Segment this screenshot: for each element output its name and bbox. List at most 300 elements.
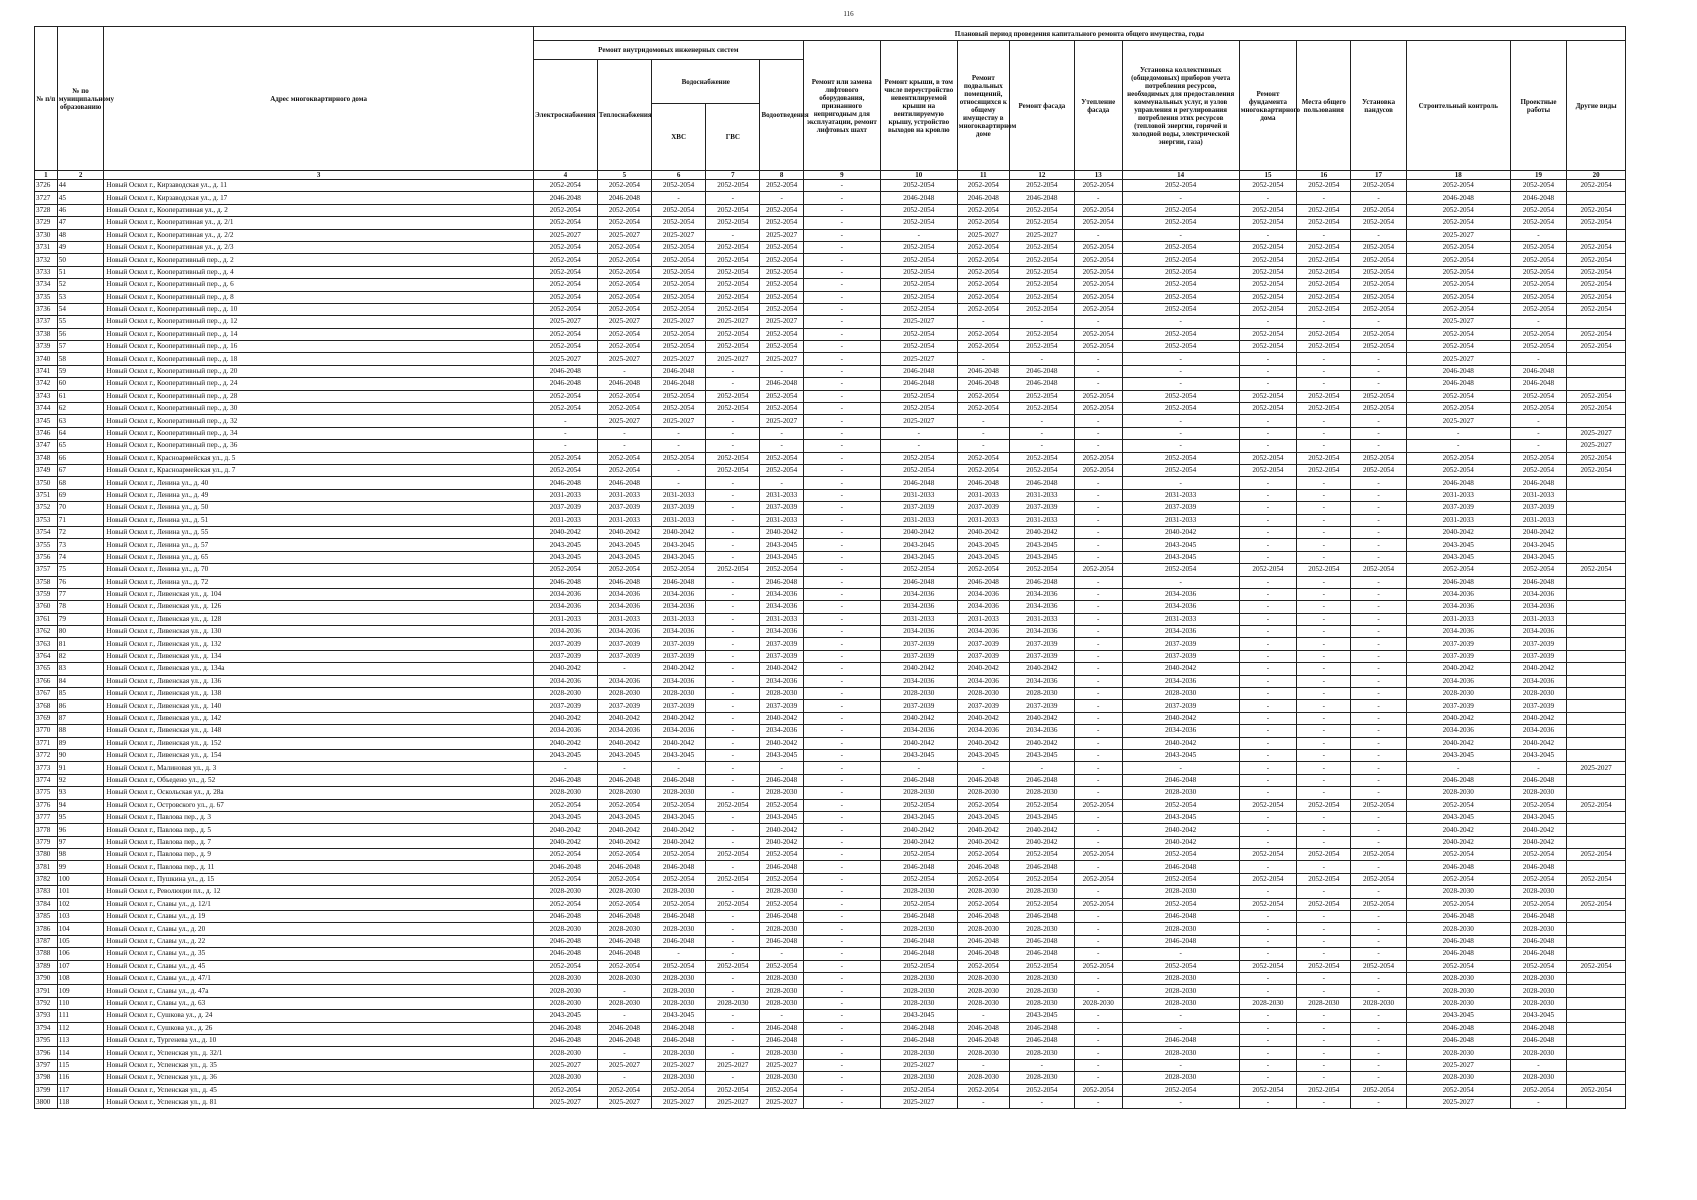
period-cell: 2052-2054 — [597, 266, 651, 278]
period-cell: 2052-2054 — [1239, 254, 1296, 266]
table-row — [35, 241, 1626, 253]
period-cell: 2052-2054 — [1074, 1084, 1122, 1096]
period-cell: - — [1074, 725, 1122, 737]
period-cell: - — [1239, 787, 1296, 799]
municipal-num-cell: 84 — [57, 675, 104, 687]
period-cell: 2046-2048 — [1009, 192, 1074, 204]
period-cell: - — [957, 353, 1009, 365]
period-cell: 2052-2054 — [706, 204, 760, 216]
period-cell: 2052-2054 — [652, 960, 706, 972]
period-cell: 2052-2054 — [880, 254, 957, 266]
period-cell: 2028-2030 — [957, 787, 1009, 799]
table-row — [35, 663, 1626, 675]
period-cell: - — [1122, 229, 1239, 241]
period-cell — [1567, 477, 1626, 489]
period-cell: 2052-2054 — [1074, 960, 1122, 972]
period-cell: - — [1074, 514, 1122, 526]
period-cell: - — [1297, 353, 1351, 365]
period-cell: 2052-2054 — [880, 266, 957, 278]
address-cell: Новый Оскол г., Ливенская ул., д. 140 — [104, 700, 533, 712]
row-id-cell: 3729 — [35, 217, 58, 229]
period-cell: 2034-2036 — [1009, 626, 1074, 638]
period-cell: 2052-2054 — [1351, 464, 1406, 476]
period-cell — [1567, 353, 1626, 365]
period-cell: 2034-2036 — [1009, 588, 1074, 600]
address-cell: Новый Оскол г., Кооперативный пер., д. 4 — [104, 266, 533, 278]
period-cell: 2028-2030 — [533, 688, 597, 700]
period-cell: 2052-2054 — [652, 873, 706, 885]
period-cell: - — [1074, 985, 1122, 997]
period-cell: - — [1074, 774, 1122, 786]
period-cell: - — [803, 725, 880, 737]
period-cell: 2046-2048 — [533, 1022, 597, 1034]
row-id-cell: 3735 — [35, 291, 58, 303]
period-cell: - — [1122, 948, 1239, 960]
period-cell: - — [1351, 1010, 1406, 1022]
period-cell: - — [706, 836, 760, 848]
period-cell: 2052-2054 — [706, 849, 760, 861]
period-cell: 2028-2030 — [880, 985, 957, 997]
table-row — [35, 192, 1626, 204]
period-cell: 2052-2054 — [1510, 403, 1566, 415]
table-row — [35, 973, 1626, 985]
address-cell: Новый Оскол г., Ливенская ул., д. 142 — [104, 712, 533, 724]
period-cell: 2040-2042 — [1009, 663, 1074, 675]
period-cell: 2037-2039 — [652, 502, 706, 514]
period-cell: 2040-2042 — [1122, 824, 1239, 836]
table-row — [35, 1059, 1626, 1071]
period-cell: - — [803, 303, 880, 315]
address-cell: Новый Оскол г., Славы ул., д. 22 — [104, 935, 533, 947]
period-cell: 2052-2054 — [1074, 204, 1122, 216]
period-cell: 2037-2039 — [880, 638, 957, 650]
period-cell: 2028-2030 — [1009, 1072, 1074, 1084]
period-cell: 2034-2036 — [1510, 601, 1566, 613]
period-cell: 2025-2027 — [597, 415, 651, 427]
period-cell — [1567, 316, 1626, 328]
period-cell: 2037-2039 — [1122, 638, 1239, 650]
period-cell: 2037-2039 — [1406, 700, 1510, 712]
row-id-cell: 3784 — [35, 898, 58, 910]
row-id-cell: 3754 — [35, 526, 58, 538]
period-cell: 2037-2039 — [533, 638, 597, 650]
period-cell: 2052-2054 — [533, 1084, 597, 1096]
period-cell: 2046-2048 — [597, 774, 651, 786]
period-cell: 2052-2054 — [652, 241, 706, 253]
period-cell: - — [1074, 427, 1122, 439]
municipal-num-cell: 69 — [57, 489, 104, 501]
period-cell: 2052-2054 — [1009, 960, 1074, 972]
period-cell: 2052-2054 — [1297, 254, 1351, 266]
period-cell: - — [706, 626, 760, 638]
period-cell: - — [1122, 576, 1239, 588]
period-cell: 2046-2048 — [597, 576, 651, 588]
period-cell: - — [1351, 601, 1406, 613]
period-cell: - — [803, 824, 880, 836]
table-row — [35, 873, 1626, 885]
period-cell: 2052-2054 — [1009, 799, 1074, 811]
municipal-num-cell: 109 — [57, 985, 104, 997]
row-id-cell: 3734 — [35, 279, 58, 291]
period-cell: 2052-2054 — [533, 303, 597, 315]
period-cell: 2025-2027 — [652, 1096, 706, 1108]
period-cell: - — [706, 650, 760, 662]
period-cell — [1567, 613, 1626, 625]
period-cell: 2052-2054 — [760, 279, 803, 291]
period-cell: 2034-2036 — [760, 675, 803, 687]
period-cell: 2052-2054 — [1406, 279, 1510, 291]
header-other: Другие виды — [1567, 41, 1626, 171]
period-cell: 2052-2054 — [597, 960, 651, 972]
period-cell: - — [706, 811, 760, 823]
period-cell: 2043-2045 — [652, 551, 706, 563]
period-cell: 2052-2054 — [957, 254, 1009, 266]
period-cell: - — [597, 762, 651, 774]
period-cell: 2046-2048 — [957, 1022, 1009, 1034]
period-cell: 2037-2039 — [1510, 638, 1566, 650]
column-number-cell: 11 — [957, 171, 1009, 180]
period-cell: 2046-2048 — [533, 192, 597, 204]
row-id-cell: 3763 — [35, 638, 58, 650]
period-cell: 2052-2054 — [1074, 303, 1122, 315]
municipal-num-cell: 92 — [57, 774, 104, 786]
column-number-cell: 8 — [760, 171, 803, 180]
period-cell: - — [706, 601, 760, 613]
table-row — [35, 514, 1626, 526]
period-cell: - — [760, 477, 803, 489]
address-cell: Новый Оскол г., Павлова пер., д. 7 — [104, 836, 533, 848]
period-cell: - — [1297, 427, 1351, 439]
period-cell: - — [706, 911, 760, 923]
period-cell: - — [803, 638, 880, 650]
period-cell: 2025-2027 — [880, 1096, 957, 1108]
period-cell: 2037-2039 — [760, 650, 803, 662]
period-cell: 2028-2030 — [597, 688, 651, 700]
period-cell: 2031-2033 — [760, 514, 803, 526]
capital-repair-table — [34, 26, 1626, 1109]
period-cell: - — [1122, 192, 1239, 204]
period-cell: 2052-2054 — [597, 204, 651, 216]
municipal-num-cell: 96 — [57, 824, 104, 836]
period-cell: - — [1074, 229, 1122, 241]
period-cell: 2028-2030 — [1122, 688, 1239, 700]
period-cell: 2052-2054 — [1074, 873, 1122, 885]
period-cell: 2028-2030 — [957, 973, 1009, 985]
period-cell: - — [803, 923, 880, 935]
address-cell: Новый Оскол г., Ливенская ул., д. 138 — [104, 688, 533, 700]
period-cell: 2052-2054 — [760, 390, 803, 402]
period-cell: 2052-2054 — [1510, 279, 1566, 291]
period-cell: 2052-2054 — [1567, 898, 1626, 910]
period-cell: 2046-2048 — [1510, 861, 1566, 873]
period-cell: 2043-2045 — [1510, 1010, 1566, 1022]
period-cell: 2046-2048 — [1122, 911, 1239, 923]
period-cell: - — [760, 427, 803, 439]
period-cell: 2040-2042 — [957, 824, 1009, 836]
row-id-cell: 3780 — [35, 849, 58, 861]
period-cell: 2040-2042 — [1122, 712, 1239, 724]
period-cell: 2052-2054 — [957, 328, 1009, 340]
period-cell: - — [803, 1096, 880, 1108]
period-cell: 2052-2054 — [1009, 279, 1074, 291]
period-cell: 2052-2054 — [533, 341, 597, 353]
period-cell: - — [1239, 1034, 1296, 1046]
header-cold-water: ХВС — [652, 104, 706, 171]
period-cell: 2040-2042 — [533, 663, 597, 675]
period-cell — [1567, 700, 1626, 712]
period-cell: - — [1122, 378, 1239, 390]
address-cell: Новый Оскол г., Кооперативный пер., д. 18 — [104, 353, 533, 365]
period-cell: 2028-2030 — [1122, 985, 1239, 997]
period-cell: 2052-2054 — [1122, 254, 1239, 266]
municipal-num-cell: 76 — [57, 576, 104, 588]
column-number-cell: 13 — [1074, 171, 1122, 180]
period-cell: 2052-2054 — [652, 279, 706, 291]
period-cell: 2052-2054 — [533, 279, 597, 291]
municipal-num-cell: 98 — [57, 849, 104, 861]
period-cell: - — [706, 923, 760, 935]
period-cell — [1567, 192, 1626, 204]
period-cell: 2052-2054 — [533, 217, 597, 229]
municipal-num-cell: 110 — [57, 997, 104, 1009]
municipal-num-cell: 55 — [57, 316, 104, 328]
period-cell: - — [1074, 749, 1122, 761]
column-number-row — [35, 171, 1626, 180]
period-cell: - — [1297, 663, 1351, 675]
period-cell: - — [803, 291, 880, 303]
period-cell: - — [1239, 650, 1296, 662]
period-cell: 2052-2054 — [957, 217, 1009, 229]
period-cell: 2046-2048 — [880, 1022, 957, 1034]
period-cell: 2028-2030 — [957, 997, 1009, 1009]
period-cell: 2052-2054 — [533, 204, 597, 216]
period-cell: 2052-2054 — [880, 291, 957, 303]
period-cell: 2028-2030 — [880, 787, 957, 799]
period-cell: 2034-2036 — [1510, 626, 1566, 638]
period-cell: 2040-2042 — [1406, 663, 1510, 675]
period-cell: 2028-2030 — [1510, 886, 1566, 898]
period-cell: 2052-2054 — [1406, 266, 1510, 278]
period-cell: 2046-2048 — [760, 935, 803, 947]
period-cell: 2043-2045 — [652, 539, 706, 551]
row-id-cell: 3757 — [35, 564, 58, 576]
municipal-num-cell: 83 — [57, 663, 104, 675]
municipal-num-cell: 54 — [57, 303, 104, 315]
period-cell: - — [1239, 353, 1296, 365]
period-cell: 2040-2042 — [652, 824, 706, 836]
period-cell: 2052-2054 — [1122, 564, 1239, 576]
period-cell: 2052-2054 — [1297, 452, 1351, 464]
table-row — [35, 613, 1626, 625]
period-cell: 2052-2054 — [1567, 241, 1626, 253]
period-cell: - — [957, 316, 1009, 328]
period-cell: - — [1009, 440, 1074, 452]
municipal-num-cell: 58 — [57, 353, 104, 365]
period-cell: - — [803, 365, 880, 377]
period-cell: - — [1510, 316, 1566, 328]
period-cell: 2025-2027 — [760, 1096, 803, 1108]
period-cell: 2028-2030 — [880, 1072, 957, 1084]
period-cell: 2040-2042 — [957, 836, 1009, 848]
period-cell: 2052-2054 — [1297, 464, 1351, 476]
period-cell: 2043-2045 — [760, 539, 803, 551]
period-cell: 2046-2048 — [1122, 1034, 1239, 1046]
period-cell — [1567, 774, 1626, 786]
table-row — [35, 1034, 1626, 1046]
municipal-num-cell: 100 — [57, 873, 104, 885]
address-cell: Новый Оскол г., Кирзаводская ул., д. 17 — [104, 192, 533, 204]
period-cell: 2043-2045 — [880, 811, 957, 823]
table-row — [35, 328, 1626, 340]
period-cell: 2028-2030 — [706, 997, 760, 1009]
period-cell: 2043-2045 — [880, 539, 957, 551]
table-row — [35, 799, 1626, 811]
period-cell: - — [1351, 836, 1406, 848]
period-cell — [1567, 526, 1626, 538]
period-cell: 2052-2054 — [597, 849, 651, 861]
period-cell: 2043-2045 — [1510, 551, 1566, 563]
table-row — [35, 415, 1626, 427]
period-cell: 2043-2045 — [533, 811, 597, 823]
period-cell: 2028-2030 — [1122, 886, 1239, 898]
period-cell: - — [1406, 762, 1510, 774]
period-cell: 2025-2027 — [1406, 1096, 1510, 1108]
period-cell: - — [1297, 1047, 1351, 1059]
municipal-num-cell: 99 — [57, 861, 104, 873]
row-id-cell: 3773 — [35, 762, 58, 774]
address-cell: Новый Оскол г., Ливенская ул., д. 136 — [104, 675, 533, 687]
address-cell: Новый Оскол г., Кооперативный пер., д. 12 — [104, 316, 533, 328]
period-cell: - — [1122, 316, 1239, 328]
period-cell — [1567, 836, 1626, 848]
period-cell — [1567, 712, 1626, 724]
row-id-cell: 3745 — [35, 415, 58, 427]
period-cell: 2046-2048 — [597, 861, 651, 873]
period-cell: - — [1074, 613, 1122, 625]
row-id-cell: 3737 — [35, 316, 58, 328]
period-cell: 2052-2054 — [597, 390, 651, 402]
period-cell: - — [1297, 613, 1351, 625]
period-cell: - — [1239, 638, 1296, 650]
period-cell: 2052-2054 — [1510, 341, 1566, 353]
period-cell: 2052-2054 — [597, 341, 651, 353]
period-cell: - — [1239, 911, 1296, 923]
period-cell: 2043-2045 — [1009, 539, 1074, 551]
period-cell: 2025-2027 — [652, 353, 706, 365]
period-cell: 2028-2030 — [597, 997, 651, 1009]
period-cell: 2037-2039 — [1009, 700, 1074, 712]
period-cell: 2034-2036 — [533, 675, 597, 687]
period-cell: 2052-2054 — [1122, 328, 1239, 340]
period-cell: 2052-2054 — [1297, 390, 1351, 402]
period-cell: 2052-2054 — [1297, 564, 1351, 576]
period-cell: - — [1297, 712, 1351, 724]
period-cell: - — [1009, 427, 1074, 439]
period-cell — [1567, 923, 1626, 935]
period-cell: - — [1351, 712, 1406, 724]
period-cell: - — [706, 774, 760, 786]
period-cell: 2028-2030 — [760, 923, 803, 935]
period-cell: 2040-2042 — [533, 526, 597, 538]
period-cell: 2040-2042 — [652, 836, 706, 848]
period-cell: 2037-2039 — [652, 638, 706, 650]
municipal-num-cell: 81 — [57, 638, 104, 650]
period-cell: 2052-2054 — [1009, 390, 1074, 402]
period-cell: - — [1351, 973, 1406, 985]
period-cell: 2052-2054 — [1297, 279, 1351, 291]
period-cell: - — [1297, 1072, 1351, 1084]
period-cell: 2046-2048 — [1009, 1022, 1074, 1034]
period-cell: - — [652, 477, 706, 489]
period-cell: - — [803, 588, 880, 600]
table-row — [35, 477, 1626, 489]
period-cell: - — [803, 799, 880, 811]
period-cell — [1567, 973, 1626, 985]
period-cell: - — [1351, 576, 1406, 588]
period-cell: - — [760, 762, 803, 774]
period-cell: - — [1074, 638, 1122, 650]
address-cell: Новый Оскол г., Тургенева ул., д. 10 — [104, 1034, 533, 1046]
header-num: № п/п — [35, 27, 58, 171]
period-cell: 2025-2027 — [533, 229, 597, 241]
period-cell: 2052-2054 — [597, 403, 651, 415]
period-cell: - — [1406, 427, 1510, 439]
period-cell: 2052-2054 — [957, 898, 1009, 910]
row-id-cell: 3739 — [35, 341, 58, 353]
period-cell: - — [1510, 353, 1566, 365]
period-cell — [1567, 1047, 1626, 1059]
municipal-num-cell: 86 — [57, 700, 104, 712]
period-cell: 2031-2033 — [880, 489, 957, 501]
period-cell: 2031-2033 — [1510, 514, 1566, 526]
period-cell: - — [597, 985, 651, 997]
period-cell: 2052-2054 — [1406, 254, 1510, 266]
period-cell: 2028-2030 — [1406, 688, 1510, 700]
period-cell: 2040-2042 — [880, 663, 957, 675]
period-cell: 2031-2033 — [1122, 514, 1239, 526]
period-cell: - — [803, 935, 880, 947]
address-cell: Новый Оскол г., Кооперативная ул., д. 2/3 — [104, 241, 533, 253]
period-cell: 2031-2033 — [957, 489, 1009, 501]
period-cell: - — [1351, 737, 1406, 749]
table-row — [35, 626, 1626, 638]
period-cell: 2052-2054 — [1510, 241, 1566, 253]
period-cell: 2046-2048 — [760, 1022, 803, 1034]
period-cell: - — [706, 762, 760, 774]
period-cell: 2052-2054 — [1297, 849, 1351, 861]
period-cell: - — [706, 613, 760, 625]
period-cell: 2043-2045 — [597, 551, 651, 563]
period-cell: - — [706, 663, 760, 675]
period-cell: 2052-2054 — [706, 1084, 760, 1096]
period-cell: - — [706, 712, 760, 724]
municipal-num-cell: 45 — [57, 192, 104, 204]
table-row — [35, 588, 1626, 600]
period-cell — [1567, 886, 1626, 898]
period-cell — [1567, 824, 1626, 836]
period-cell: 2028-2030 — [533, 1047, 597, 1059]
period-cell: 2052-2054 — [1239, 564, 1296, 576]
period-cell: 2052-2054 — [1567, 452, 1626, 464]
period-cell: 2040-2042 — [1009, 836, 1074, 848]
period-cell: 2040-2042 — [533, 737, 597, 749]
column-number-cell: 1 — [35, 171, 58, 180]
period-cell: - — [803, 960, 880, 972]
period-cell: - — [803, 539, 880, 551]
period-cell: - — [803, 613, 880, 625]
period-cell: - — [1074, 675, 1122, 687]
period-cell: 2046-2048 — [1406, 1022, 1510, 1034]
